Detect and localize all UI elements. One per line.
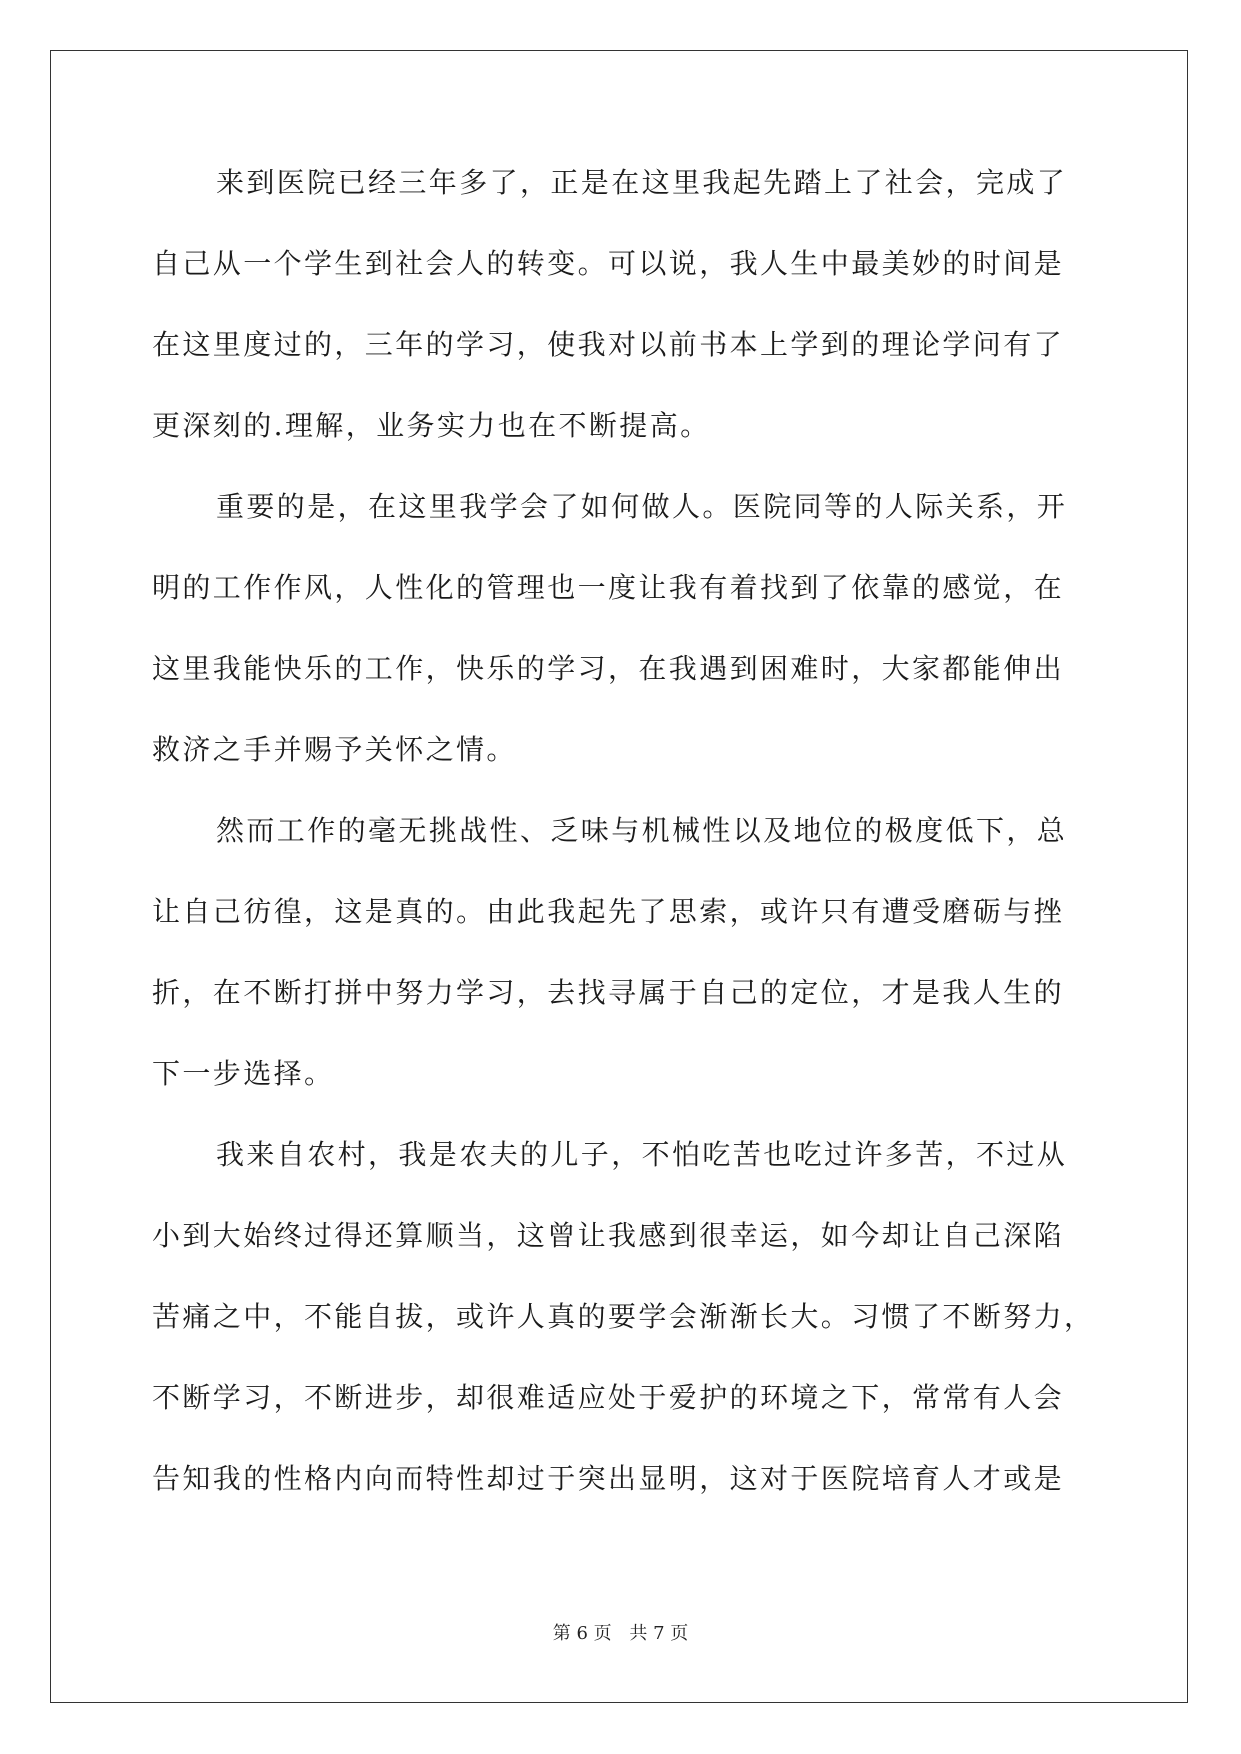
text-line: 然而工作的毫无挑战性、乏味与机械性以及地位的极度低下，总 [216,814,1068,847]
page-number: 第 6 页 [552,1623,612,1644]
paragraph [152,163,1092,487]
paragraph [152,811,1092,1135]
text-line: 救济之手并赐予关怀之情。 [152,733,517,766]
text-line: 我来自农村，我是农夫的儿子，不怕吃苦也吃过许多苦，不过从 [216,1138,1068,1171]
text-line: 自己从一个学生到社会人的转变。可以说，我人生中最美妙的时间是 [152,247,1065,280]
paragraph [152,487,1092,811]
text-line: 重要的是，在这里我学会了如何做人。医院同等的人际关系，开 [216,490,1068,523]
text-line: 这里我能快乐的工作，快乐的学习，在我遇到困难时，大家都能伸出 [152,652,1065,685]
text-line: 不断学习，不断进步，却很难适应处于爱护的环境之下，常常有人会 [152,1381,1065,1414]
text-line: 折，在不断打拼中努力学习，去找寻属于自己的定位，才是我人生的 [152,976,1065,1009]
text-line: 苦痛之中，不能自拔，或许人真的要学会渐渐长大。习惯了不断努力， [152,1300,1095,1333]
page-total: 共 7 页 [629,1623,689,1644]
text-line: 下一步选择。 [152,1057,335,1090]
text-line: 让自己彷徨，这是真的。由此我起先了思索，或许只有遭受磨砺与挫 [152,895,1065,928]
page-footer [0,1622,1241,1646]
text-line: 明的工作作风，人性化的管理也一度让我有着找到了依靠的感觉，在 [152,571,1065,604]
text-line: 在这里度过的，三年的学习，使我对以前书本上学到的理论学问有了 [152,328,1065,361]
paragraph [152,1135,1095,1540]
text-line: 更深刻的.理解，业务实力也在不断提高。 [152,409,711,442]
text-line: 小到大始终过得还算顺当，这曾让我感到很幸运，如今却让自己深陷 [152,1219,1065,1252]
document-body [152,163,1095,1540]
text-line: 来到医院已经三年多了，正是在这里我起先踏上了社会，完成了 [216,166,1068,199]
text-line: 告知我的性格内向而特性却过于突出显明，这对于医院培育人才或是 [152,1462,1065,1495]
